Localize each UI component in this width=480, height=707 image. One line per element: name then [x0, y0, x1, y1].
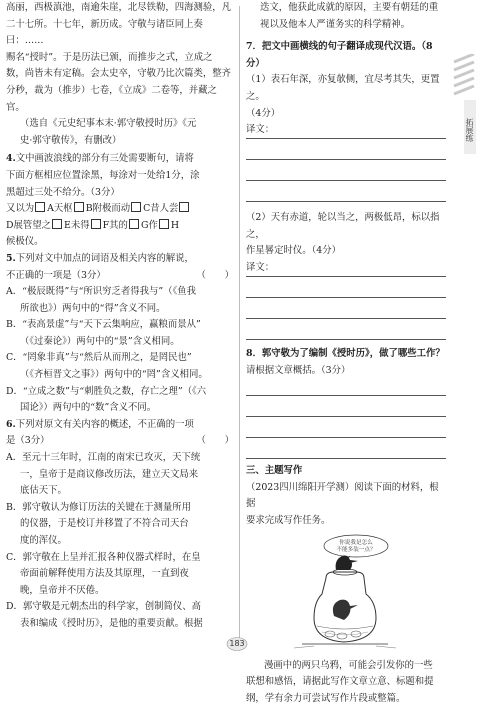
sentence-1: （1）表石年深，亦复欹侧，宜尽考其失，更置之。	[246, 72, 446, 105]
answer-line-1[interactable]: 译文：	[246, 122, 446, 139]
answer-bracket[interactable]: （ ）	[196, 268, 234, 285]
source-note	[6, 116, 234, 149]
question-7	[246, 39, 446, 340]
question-text: 下列对文中加点的词语及相关内容的解说，	[16, 253, 194, 264]
answer-bracket[interactable]: （ ）	[196, 433, 234, 450]
answer-line[interactable]	[246, 164, 446, 181]
answer-line[interactable]	[246, 143, 446, 160]
answer-line-2[interactable]: 译文：	[246, 260, 446, 277]
question-4	[6, 151, 234, 251]
passage-line: 分秒，裁为（推步）七卷，《立成》二卷等，并藏之官。	[6, 83, 234, 116]
question-number: 4.	[6, 153, 16, 164]
writing-prompt: （2023四川绵阳开学测）阅读下面的材料，根据 要求完成写作任务。	[246, 480, 446, 530]
answer-line[interactable]	[246, 379, 446, 396]
question-text: 文中画波浪线的部分有三处需要断句，请将	[16, 153, 194, 164]
passage-line: 数，尚皆未有定稿。会太史卒，守敬乃比次篇类，整齐	[6, 66, 234, 83]
choice-a[interactable]: A．“极辰既得”与“所识穷乏者得我与”（《鱼我 所欲也》）两句中的“得”含义不同。	[6, 284, 234, 317]
sentence-2: （2）天有赤道，轮以当之，两极低昂，标以指之，	[246, 210, 446, 243]
crow-comic-image	[284, 534, 404, 652]
checkbox-c2[interactable]	[179, 202, 189, 212]
section-title: 三、主题写作	[246, 463, 446, 480]
passage-line: 高丽，西极滇池，南逾朱崖，北尽铁勒，四海测验，凡	[6, 0, 234, 17]
checkbox-c[interactable]	[131, 202, 141, 212]
comic-speech-line: 不能多装一点？	[336, 545, 375, 553]
option-row: 又以为 A天枢 B附极而动 C昔人尝	[6, 201, 234, 218]
answer-line[interactable]	[246, 442, 446, 459]
checkbox-e[interactable]	[52, 219, 62, 229]
answer-line[interactable]	[246, 400, 446, 417]
question-number: 6.	[6, 419, 16, 430]
passage-end	[6, 0, 234, 116]
choice-c[interactable]: C．“罔象非真”与“然后从而刑之，是罔民也” （《齐桓晋文之事》）两句中的“罔”含义相同。	[6, 350, 234, 383]
page-number: 183	[226, 637, 248, 651]
checkbox-g[interactable]	[129, 219, 139, 229]
option-row: D展管望之 E未得 F其的 G作 H	[6, 218, 234, 235]
answer-line[interactable]	[246, 302, 446, 319]
left-column	[6, 0, 234, 633]
choice-c[interactable]: C．郭守敬在上呈并汇报各种仪器式样时，在皇 帝面前解释使用方法及其原理，一直到夜 晚，皇帝并不厌倦。	[6, 550, 234, 600]
question-text: 请根据文章概括。（3分）	[246, 363, 446, 380]
answer-line[interactable]	[246, 323, 446, 340]
source-line: （选自《元史纪事本末·郭守敬授时历》《元	[20, 116, 234, 133]
choice-d[interactable]: D．郭守敬是元朝杰出的科学家，创制简仪、高 表和编成《授时历》，是他的重要贡献。根据	[6, 599, 234, 632]
comic-illustration	[284, 534, 404, 652]
choice-a[interactable]: A．至元十三年时，江南的南宋已攻灭，天下统 一，皇帝于是商议修改历法，建立天文局来 底估天下。	[6, 450, 234, 500]
choice-d[interactable]: D．“立成之数”与“刺胜负之数，存亡之理”（《六 国论》）两句中的“数”含义不同。	[6, 384, 234, 417]
side-tab-label: 拓展练	[465, 118, 475, 142]
question-text: 是（3分）	[6, 433, 49, 450]
question-number: 5.	[6, 253, 16, 264]
column-divider	[239, 6, 240, 650]
sentence-2-points: 作星晷定时仪。（4分）	[246, 243, 446, 260]
question-text: 下列对原文有关内容的概述，不正确的一项	[16, 419, 194, 430]
choice-b[interactable]: B．“表高景虚”与“天下云集响应，赢粮而景从” （《过秦论》）两句中的“景”含义相同。	[6, 317, 234, 350]
question-title: 7．把文中画横线的句子翻译成现代汉语。（8分）	[246, 39, 446, 72]
sentence-1-points: （4分）	[246, 106, 446, 123]
question-text: 黑超过三处不给分。（3分）	[6, 185, 234, 202]
checkbox-a[interactable]	[35, 202, 45, 212]
source-line: 史·郭守敬传》，有删改）	[20, 133, 234, 150]
choice-b[interactable]: B．郭守敬认为修订历法的关键在于测量所用 的仪器，于是校订并移置了不符合司天台 度的浑仪。	[6, 500, 234, 550]
option-row: 候极仪。	[6, 234, 234, 251]
question-title: 8．郭守敬为了编制《授时历》，做了哪些工作？	[246, 346, 446, 363]
comic-speech-line: 你说我是怎么	[339, 538, 373, 546]
passage-line: 赐名“授时”。于是历法已颁，而推步之式，立成之	[6, 50, 234, 67]
question-text: 下面方框相应位置涂黑，每涂对一处给1分，涂	[6, 168, 234, 185]
question-text: 不正确的一项是（3分）	[6, 268, 106, 285]
right-column	[246, 0, 446, 707]
answer-line[interactable]	[246, 185, 446, 202]
q6-continuation: 迭文，他获此成就的原因，主要有朝廷的重 视以及他本人严谨务实的科学精神。	[246, 0, 446, 33]
checkbox-b[interactable]	[74, 202, 84, 212]
writing-task: 漫画中的两只乌鸦，可能会引发你的一些 联想和感悟，请据此写作文章立意、标题和提 纲，学有余力可尝试写作片段或整篇。	[246, 658, 446, 707]
checkbox-h[interactable]	[159, 219, 169, 229]
checkbox-f[interactable]	[91, 219, 101, 229]
question-8	[246, 346, 446, 459]
answer-line[interactable]	[246, 281, 446, 298]
passage-line: 二十七所。十七年，新历成。守敬与诸臣同上奏曰：……	[6, 17, 234, 50]
question-6	[6, 417, 234, 633]
answer-line[interactable]	[246, 421, 446, 438]
question-5	[6, 251, 234, 417]
